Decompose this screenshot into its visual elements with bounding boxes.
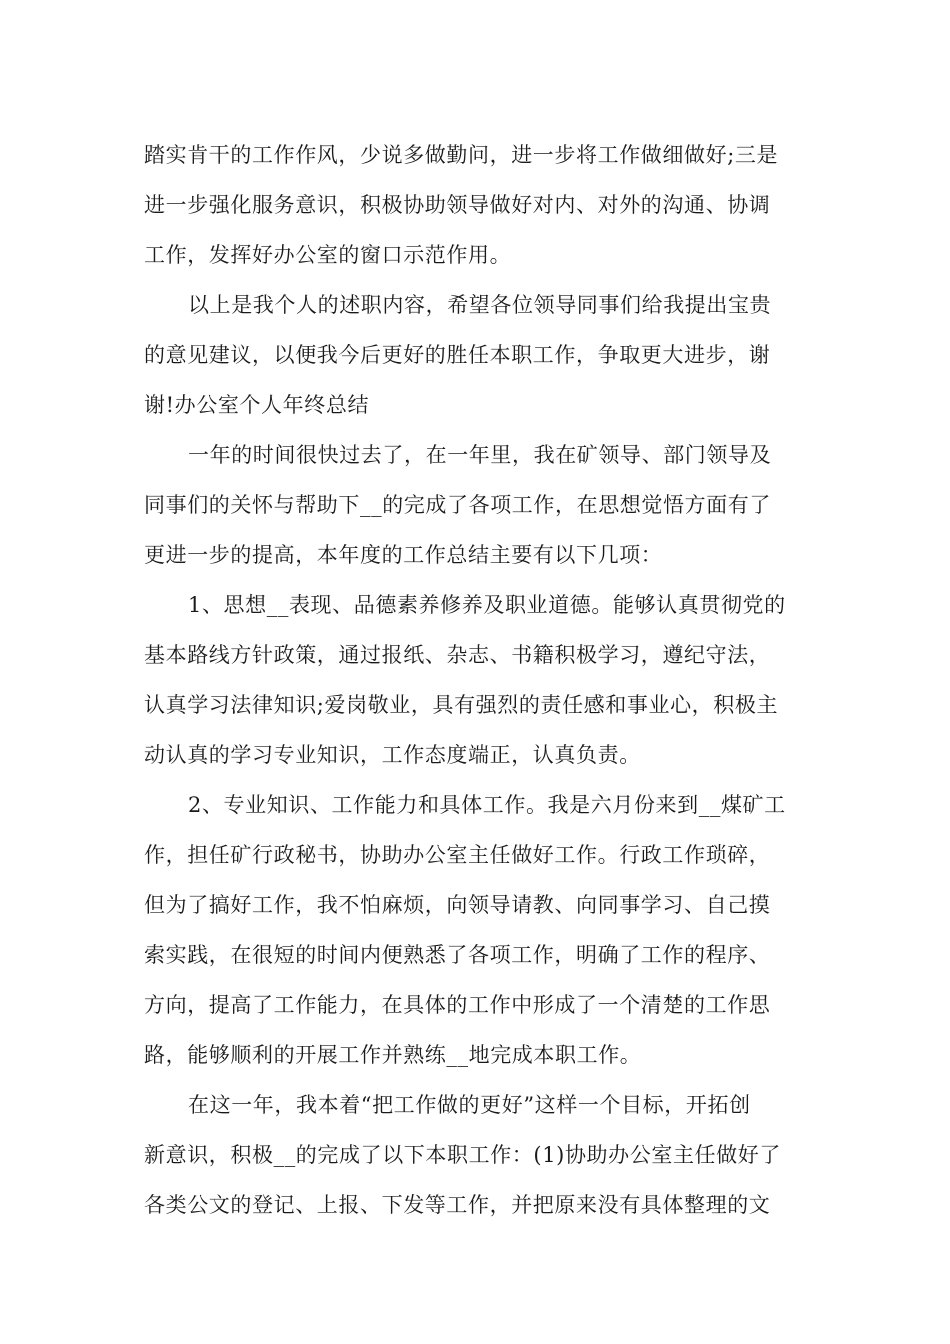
text-line: 基本路线方针政策，通过报纸、杂志、书籍积极学习，遵纪守法， [144, 643, 771, 667]
document-body [144, 130, 808, 1230]
text-line: 更进一步的提高，本年度的工作总结主要有以下几项： [144, 543, 663, 567]
text-line: 的意见建议，以便我今后更好的胜任本职工作，争取更大进步，谢 [144, 343, 771, 367]
paragraph-4 [144, 580, 808, 780]
text-line: 1、思想__表现、品德素养修养及职业道德。能够认真贯彻党的 [188, 593, 786, 617]
text-line: 踏实肯干的工作作风，少说多做勤问，进一步将工作做细做好;三是 [144, 143, 779, 167]
text-line: 认真学习法律知识;爱岗敬业，具有强烈的责任感和事业心，积极主 [144, 693, 779, 717]
text-line: 各类公文的登记、上报、下发等工作，并把原来没有具体整理的文 [144, 1193, 771, 1217]
text-line: 路，能够顺利的开展工作并熟练__地完成本职工作。 [144, 1043, 642, 1067]
text-line: 一年的时间很快过去了，在一年里，我在矿领导、部门领导及 [188, 443, 772, 467]
paragraph-1 [144, 130, 808, 280]
paragraph-6 [144, 1080, 808, 1230]
text-line: 在这一年，我本着“把工作做的更好”这样一个目标，开拓创 [188, 1093, 751, 1117]
text-line: 同事们的关怀与帮助下__的完成了各项工作，在思想觉悟方面有了 [144, 493, 771, 517]
text-line: 作，担任矿行政秘书，协助办公室主任做好工作。行政工作琐碎， [144, 843, 771, 867]
text-line: 动认真的学习专业知识，工作态度端正，认真负责。 [144, 743, 641, 767]
text-line: 新意识，积极__的完成了以下本职工作：(1)协助办公室主任做好了 [144, 1143, 781, 1167]
text-line: 进一步强化服务意识，积极协助领导做好对内、对外的沟通、协调 [144, 193, 771, 217]
paragraph-3 [144, 430, 808, 580]
paragraph-2 [144, 280, 808, 430]
text-line: 但为了搞好工作，我不怕麻烦，向领导请教、向同事学习、自己摸 [144, 893, 771, 917]
text-line: 谢!办公室个人年终总结 [144, 393, 370, 417]
text-line: 方向，提高了工作能力，在具体的工作中形成了一个清楚的工作思 [144, 993, 771, 1017]
text-line: 工作，发挥好办公室的窗口示范作用。 [144, 243, 512, 267]
paragraph-5 [144, 780, 808, 1080]
text-line: 2、专业知识、工作能力和具体工作。我是六月份来到__煤矿工 [188, 793, 786, 817]
text-line: 索实践，在很短的时间内便熟悉了各项工作，明确了工作的程序、 [144, 943, 771, 967]
text-line: 以上是我个人的述职内容，希望各位领导同事们给我提出宝贵 [188, 293, 772, 317]
